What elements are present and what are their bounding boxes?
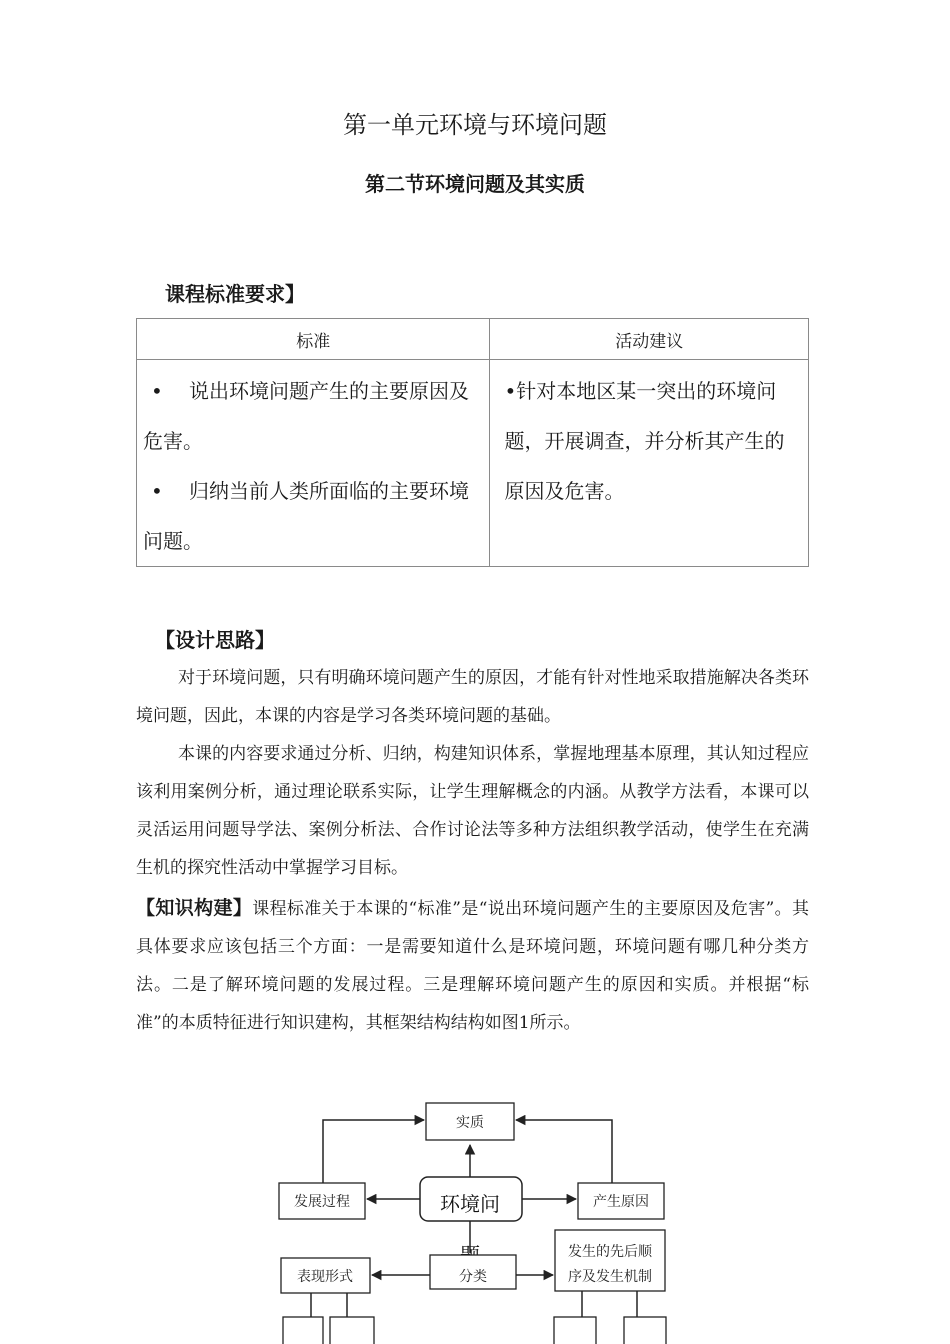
standards-cell — [137, 360, 490, 567]
design-paragraph: 对于环境问题，只有明确环境问题产生的原因，才能有针对性地采取措施解决各类环境问题，因此，本课的内容是学习各类环境问题的基础。 — [136, 668, 809, 726]
standard-item-text: 归纳当前人类所面临的主要环境问题。 — [143, 479, 469, 553]
table-row — [137, 360, 809, 567]
design-heading: 【设计思路】 — [155, 628, 275, 652]
activity-cell — [490, 360, 809, 567]
knowledge-heading: 【知识构建】 — [136, 897, 253, 919]
standard-item — [143, 466, 483, 566]
knowledge-text: 课程标准关于本课的“标准”是“说出环境问题产生的主要原因及危害”。其具体要求应该包括三个方面：一是需要知道什么是环境问题，环境问题有哪几种分类方法。二是了解环境问题的发展过程。三是理解环境问题产生的原因和实质。并根据“标准”的本质特征进行知识建构，其框架结构结构如图1所示。 — [136, 899, 809, 1033]
sequence-label-line2: 序及发生机制 — [568, 1269, 652, 1285]
bullet-icon: • — [151, 479, 163, 503]
classification-label: 分类 — [459, 1269, 487, 1285]
diagram-child-boxes — [283, 1317, 666, 1344]
essence-label: 实质 — [456, 1115, 484, 1131]
table-header-row — [137, 319, 809, 360]
center-label: 环境问 — [440, 1192, 500, 1216]
table-header-standard: 标准 — [137, 319, 490, 360]
development-label: 发展过程 — [294, 1194, 350, 1210]
standards-heading: 课程标准要求】 — [165, 282, 305, 306]
section-subtitle: 第二节环境问题及其实质 — [365, 172, 585, 196]
standard-item — [143, 366, 483, 466]
forms-label: 表现形式 — [297, 1269, 353, 1285]
standards-table — [136, 318, 809, 567]
page-title: 第一单元环境与环境问题 — [343, 111, 607, 139]
knowledge-framework-diagram — [270, 1095, 680, 1344]
activity-text: •针对本地区某一突出的环境问题，开展调查，并分析其产生的原因及危害。 — [504, 379, 785, 503]
sequence-label-line1: 发生的先后顺 — [568, 1244, 652, 1260]
standard-item-text: 说出环境问题产生的主要原因及危害。 — [143, 379, 469, 453]
causes-label: 产生原因 — [593, 1194, 649, 1210]
bullet-icon: • — [151, 379, 163, 403]
knowledge-paragraph — [136, 889, 809, 1042]
design-paragraph: 本课的内容要求通过分析、归纳，构建知识体系，掌握地理基本原理，其认知过程应该利用案例分析，通过理论联系实际，让学生理解概念的内涵。从教学方法看，本课可以灵活运用问题导学法、案例分析法、合作讨论法等多种方法组织教学活动，使学生在充满生机的探究性活动中掌握学习目标。 — [136, 744, 809, 878]
table-header-activity: 活动建议 — [490, 319, 809, 360]
diagram-connectors — [311, 1120, 637, 1325]
